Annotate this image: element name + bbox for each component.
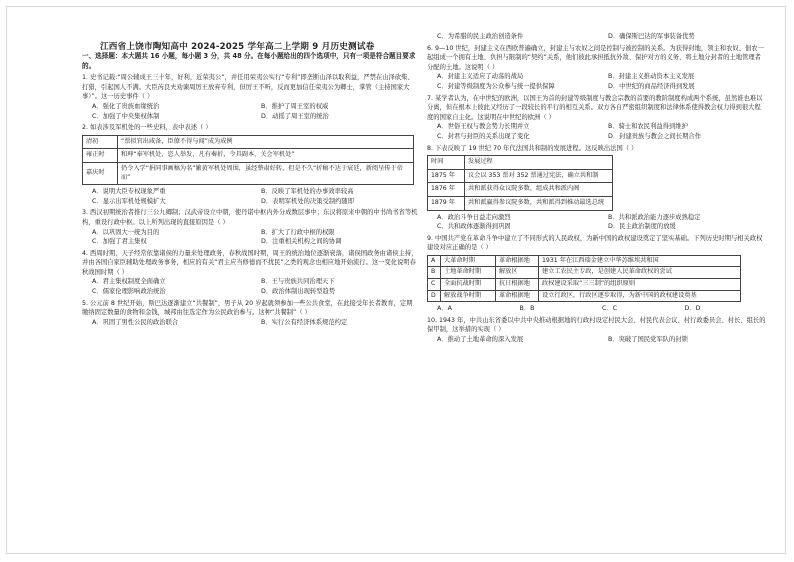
option-d[interactable]: D．封建贵族与教会之间长期合作: [608, 132, 702, 140]
table-row: [428, 267, 741, 279]
option-a[interactable]: A．巩固了男性公民的政治联合: [92, 318, 179, 326]
option-a[interactable]: A．说明大臣专权现象严重: [92, 188, 166, 196]
table-cell: 议会以 353 票对 352 票通过宪法，确立共和制: [465, 169, 613, 183]
table-cell: D: [428, 290, 441, 302]
table-cell: 设立行政区，行政区逐步取得，为新中国的政权建设奠基: [539, 290, 741, 302]
option-a[interactable]: A．以巩固大一统为目的: [92, 228, 160, 236]
table-cell: 嘉庆时: [83, 162, 118, 184]
option-c[interactable]: C．C: [602, 305, 618, 313]
question-8-options: [427, 213, 767, 232]
table-row: [428, 183, 613, 197]
question-7-stem: 7. 某学者认为，在中世纪的欧洲，以国王为首的封建等级制度与教会宗教的首要的教阶制度构成两个系统，虽然谁也难以分离，但在根本上彼此又经历了一段较长的平行的相互关系。双方各自严密组织制度和法律体系使得教会权力得到很大程度的国家自主化。这说明在中世纪的欧洲（ ）: [427, 94, 763, 121]
table-cell: 1876 年: [428, 183, 465, 197]
question-1-stem: 1. 史书记载:“周公辅成王三十年，好利，近荣夷公”，并任用荣夷公实行“专利”即垄断山泽以取利益，严禁在山泽砍柴、打猎，引起国人不满。大臣芮良夫劝谏周厉王放弃专利，但厉王不听，反而更加信任荣夷公为卿士，掌管（主持国家大事）”。这一历史事件（ ）: [82, 74, 414, 101]
option-a[interactable]: A．推动了土地革命的深入发展: [437, 336, 524, 344]
question-7-options: [427, 122, 767, 141]
option-d[interactable]: D．政治体制出现转型趋势: [261, 288, 336, 296]
table-row: [83, 162, 414, 184]
question-5-options-continued: [427, 32, 767, 42]
option-b[interactable]: B．骑士和农民利益得到维护: [608, 123, 688, 131]
table-cell: 全面抗战时期: [441, 279, 496, 291]
table-row: [83, 149, 414, 163]
option-d[interactable]: D．D: [684, 305, 701, 313]
table-cell: B: [428, 267, 441, 279]
option-b[interactable]: B．扩大了行政中枢的权限: [261, 228, 335, 236]
table-row: [428, 279, 741, 291]
option-a[interactable]: A．政治斗争日益走向激烈: [437, 213, 511, 221]
table-header: 时间: [428, 156, 465, 170]
option-b[interactable]: B．共和派政治能力逐步成熟稳定: [608, 213, 701, 221]
table-row: [428, 255, 741, 267]
question-2-options: [82, 187, 418, 206]
question-6-stem: 6. 9—10 世纪，封建主义在西欧普遍确立，封建主与农奴之间是控制与被控制的关系。为获得封地，领主和农奴、佃农一起组成一个拥有土地、负担与限制的“契约”关系，他们彼此承担抵抗外敌、保护对方的义务，将土地分封者的土地管理者分配的土地。这说明（ ）: [427, 44, 764, 71]
table-cell: 共和派获得众议院多数，组成共和派内阁: [465, 183, 613, 197]
table-cell: 和珅“奉军机处，恣人举发，凡有奏折，令具副本，关会军机处”: [118, 149, 414, 163]
option-b[interactable]: B．突破了国民党军队的封锁: [608, 336, 688, 344]
option-b[interactable]: B．封建主义推动资本主义发展: [608, 73, 695, 81]
question-5-stem: 5. 公元前 8 世纪开始，斯巴达逐渐建立“共餐制”，男子从 20 岁起就须参加一些公共食堂，在此接受年长者教育，定期缴纳固定数量的食物和金钱，城邦由往选定作为公民政治参与。这种“共餐制”（ ）: [82, 299, 413, 317]
option-a[interactable]: A．君主集权制度全面确立: [92, 278, 166, 286]
table-row: [428, 196, 613, 210]
option-b[interactable]: B．B: [519, 305, 535, 313]
table-cell: 1931 年在江西瑞金建立中华苏维埃共和国: [539, 255, 741, 267]
table-cell: 1879 年: [428, 196, 465, 210]
option-b[interactable]: B．王与贵族共同治理天下: [261, 278, 335, 286]
table-row: [428, 169, 613, 183]
table-cell: 共和派赢得参议院多数，共和派得到推动最选总统: [465, 196, 613, 210]
table-cell: 大革命时期: [441, 255, 496, 267]
question-9-table: [427, 255, 741, 302]
option-b[interactable]: B．反映了军机处的办事效率较高: [261, 188, 354, 196]
table-row: [428, 290, 741, 302]
question-3-options: [82, 228, 418, 247]
table-cell: 雍正时: [83, 149, 118, 163]
right-column: [427, 32, 767, 345]
question-2-stem: 2. 如表涉及军机处的一些史料，表中表述（ ）: [82, 124, 212, 132]
question-10-options: [427, 335, 767, 345]
question-1-options: [82, 102, 418, 121]
table-cell: 解放战争时期: [441, 290, 496, 302]
table-cell: C: [428, 279, 441, 291]
table-cell: A: [428, 255, 441, 267]
table-cell: 解放区: [496, 267, 539, 279]
question-4-options: [82, 277, 418, 296]
question-6-options: [427, 72, 767, 91]
option-a[interactable]: A．A: [437, 305, 452, 313]
question-8-table: [427, 155, 613, 210]
table-cell: 革命根据地: [496, 255, 539, 267]
option-d[interactable]: D．中世纪的商品经济得到发展: [608, 82, 695, 90]
table-cell: 清初: [83, 135, 118, 149]
question-10-stem: 10. 1943 年，中共山东省委以中共中央推动根据地的行政村设定村民大会、村民代表会议、村行政委员会、村长、组长的保甲制，这举措的实现（ ）: [427, 316, 766, 334]
option-b[interactable]: B．实行公有经济体系规范约定: [261, 318, 348, 326]
question-9-stem: 9. 中国共产党在革命斗争中建立了不同形式的人民政权，为新中国的政权建设奠定了坚实基础。下列历史时期与相关政权建设对应正确的是（ ）: [427, 234, 763, 252]
option-c[interactable]: C．封建等级制度为公众参与统一提供保障: [437, 82, 555, 90]
page-title: 江西省上饶市陶知高中 2024-2025 学年高二上学期 9 月历史测试卷: [100, 42, 375, 52]
option-a[interactable]: A．强化了贵族血缘统治: [92, 102, 160, 110]
option-a[interactable]: A．封建主义适应了动荡的战局: [437, 73, 524, 81]
option-c[interactable]: C．显示出军机处规模扩大: [92, 197, 166, 205]
table-row: [83, 135, 414, 149]
table-cell: 建立工农民主专政，是创建人民革命政权的尝试: [539, 267, 741, 279]
table-cell: “票拟官出咸备，臣僚不得与闻”成为成例: [118, 135, 414, 149]
option-b[interactable]: B．推护了周王室的权威: [261, 102, 329, 110]
option-a[interactable]: A．世俗王权与教会势力长期并立: [437, 123, 530, 131]
question-5-options: [82, 318, 418, 328]
table-cell: 土地革命时期: [441, 267, 496, 279]
option-c[interactable]: C．封君与封臣的关系出现了变化: [437, 132, 530, 140]
section-heading: 一、选择题：本大题共 16 小题，每小题 3 分，共 48 分。在每小题给出的四个选项中，只有一项是符合题目要求的。: [82, 52, 416, 70]
table-cell: 1875 年: [428, 169, 465, 183]
table-cell: 仍令入学“捐同事画稿为名”繁黄军机处周围，虽经整肃好转，但是不久“折稿不达于宸廷，新阅呈传于帝而”: [118, 162, 414, 184]
option-d[interactable]: D．动摇了周王室的统治: [261, 112, 329, 120]
option-d[interactable]: D．民主政治制度的放缓: [608, 223, 676, 231]
question-3-stem: 3. 西汉初期统治者推行三公九卿制；汉武帝设立中朝，使丹诺中枢内外分成数层事中；东汉将原来中朝的中书尚书省等机构，重设行政中枢。以上所列出现的直接原因是（ ）: [82, 209, 418, 226]
table-cell: 政权建设采取“三三制”的组织原则: [539, 279, 741, 291]
option-c[interactable]: C．儒家伦理影响政治统治: [92, 288, 166, 296]
option-c[interactable]: C．共和政体逐渐得到巩固: [437, 223, 511, 231]
option-d[interactable]: D．注重相关机构之间的协调: [261, 238, 342, 246]
table-cell: 抗日根据地: [496, 279, 539, 291]
table-header-row: [428, 156, 613, 170]
option-c[interactable]: C．加强了君主集权: [92, 238, 147, 246]
question-4-stem: 4. 西周时期，天子经常依靠诸侯的力量来处理政务，春秋战国时期，周王的统治地位逐渐衰落，诸侯国政务由诸侯主持，并由各国自家臣辅助处理政务事务，相应的有关“君主应当修德而不扰民”之类的观念也相应地开始流行。这一变化说明春秋战国时期（ ）: [82, 249, 418, 276]
question-9-options: [427, 304, 767, 314]
table-header: 发展过程: [465, 156, 613, 170]
left-column: [82, 40, 418, 327]
question-2-table: [82, 135, 414, 185]
table-cell: 革命根据地: [496, 290, 539, 302]
option-c[interactable]: C．加强了中央集权体制: [92, 112, 160, 120]
option-d[interactable]: D．确保斯巴达的军事装备优势: [608, 33, 695, 40]
option-d[interactable]: D．表明军机处的决策受制约随即: [261, 197, 355, 205]
option-c[interactable]: C．为希腊的民主政治创造条件: [437, 33, 524, 40]
question-8-stem: 8. 下表反映了 19 世纪 70 年代法国共和制的发展进程。这反映出法国（ ）: [427, 144, 638, 152]
